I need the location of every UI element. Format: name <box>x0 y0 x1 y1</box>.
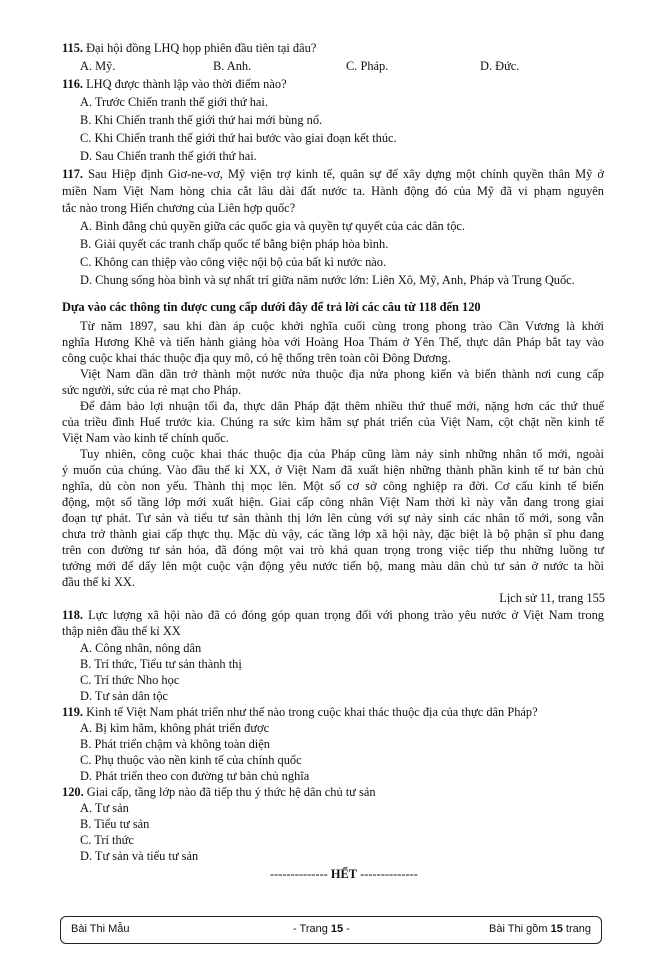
end-dashes-right: -------------- <box>360 867 418 881</box>
passage-line: động, một số tầng lớp mới xuất hiện. Giai cấp công nhân Việt Nam thời kì này vẫn đang trong giai <box>62 495 604 509</box>
option-b: B. Khi Chiến tranh thế giới thứ hai mới bùng nổ. <box>80 113 323 127</box>
option-d: D. Sau Chiến tranh thế giới thứ hai. <box>80 149 257 163</box>
option-c: C. Phụ thuộc vào nền kinh tế của chính quốc <box>80 753 302 767</box>
option-d: D. Đức. <box>480 59 520 73</box>
question-text-line-1: Sau Hiệp định Giơ-ne-vơ, Mỹ viện trợ kinh tế, quân sự để xây dựng một chính quyền thân Mỹ ở <box>88 167 604 181</box>
option-c: C. Không can thiệp vào công việc nội bộ của bất kì nước nào. <box>80 255 387 269</box>
question-text: Kinh tế Việt Nam phát triển như thế nào trong cuộc khai thác thuộc địa của thực dân Pháp? <box>86 705 538 719</box>
passage-line: Việt Nam vào kinh tế chính quốc. <box>62 431 229 445</box>
option-a: A. Bị kìm hãm, không phát triển được <box>80 721 270 735</box>
passage-line: tưởng mới để dấy lên một cuộc vận động yêu nước tiến bộ, mang màu dân chủ tư sản ở nước ta hồi <box>62 559 604 573</box>
question-number: 117. <box>62 167 83 181</box>
question-120 <box>62 784 376 800</box>
question-text: LHQ được thành lập vào thời điểm nào? <box>86 77 287 91</box>
footer-title: Bài Thi Mẫu <box>71 923 130 935</box>
question-119 <box>62 704 538 720</box>
passage-line: sức người, sức của rẻ mạt cho Pháp. <box>62 383 242 397</box>
footer-total-suffix: trang <box>562 923 591 935</box>
question-text-line-2: miền Nam Việt Nam hòng chia cắt lâu dài đất nước ta. Hành động đó của Mỹ đã vi phạm nguyên <box>62 184 604 198</box>
question-text-line-3: tắc nào trong Hiến chương của Liên hợp quốc? <box>62 201 296 215</box>
passage-line: Để đảm bảo lợi nhuận tối đa, thực dân Pháp đặt thêm nhiều thứ thuế mới, nặng hơn các thứ thuế <box>80 399 604 413</box>
option-d: D. Phát triển theo con đường tư bản chủ nghĩa <box>80 769 310 783</box>
option-b: B. Anh. <box>213 59 252 73</box>
footer-page <box>293 923 350 935</box>
end-dashes-left: -------------- <box>270 867 328 881</box>
option-b: B. Giải quyết các tranh chấp quốc tế bằng biện pháp hòa bình. <box>80 237 389 251</box>
question-text-line-2: thập niên đầu thế kỉ XX <box>62 624 181 638</box>
passage-line: chưa trở thành giai cấp thực thụ. Mặc dù vậy, các tầng lớp xã hội này, đặc biệt là bộ phận sĩ phu đang <box>62 527 604 541</box>
passage-line: đầu thế kỉ XX. <box>62 575 135 589</box>
option-b: B. Trí thức, Tiểu tư sản thành thị <box>80 657 242 671</box>
question-number: 118. <box>62 608 83 622</box>
option-d: D. Tư sản dân tộc <box>80 689 169 703</box>
option-d: D. Tư sản và tiểu tư sản <box>80 849 199 863</box>
question-number: 115. <box>62 41 83 55</box>
question-118 <box>62 607 604 623</box>
passage-line: Việt Nam dần dần trở thành một nước nửa thuộc địa nửa phong kiến và biến thành nơi cung cấp <box>80 367 604 381</box>
option-a: A. Mỹ. <box>80 59 116 73</box>
footer-page-number: 15 <box>330 923 344 935</box>
option-a: A. Tư sản <box>80 801 129 815</box>
question-text-line-1: Lực lượng xã hội nào đã có đóng góp quan trọng đối với phong trào yêu nước ở Việt Nam trong <box>88 608 604 622</box>
question-117 <box>62 166 604 182</box>
passage-line: Từ năm 1897, sau khi đàn áp cuộc khởi nghĩa cuối cùng trong phong trào Cần Vương là khởi <box>80 319 604 333</box>
option-c: C. Trí thức Nho học <box>80 673 180 687</box>
passage-line: của triều đình Huế trước kia. Chúng ra sức kìm hãm sự phát triển của Việt Nam, cột chặt nền kinh tế <box>62 415 604 429</box>
passage-line: nghĩa Hương Khê và tiến hành giảng hòa với Hoàng Hoa Thám ở Yên Thế, thực dân Pháp bắt tay vào <box>62 335 604 349</box>
end-marker <box>270 867 418 882</box>
end-label: HẾT <box>330 867 358 881</box>
passage-source: Lịch sử 11, trang 155 <box>499 591 605 605</box>
page-footer <box>60 916 602 944</box>
passage-line: nghĩa, dù còn non yếu. Thành thị mọc lên. Một số cơ sở công nghiệp ra đời. Cơ cấu kinh tế biến <box>62 479 604 493</box>
option-b: B. Phát triển chậm và không toàn diện <box>80 737 270 751</box>
question-text: Đại hội đồng LHQ họp phiên đầu tiên tại đâu? <box>86 41 317 55</box>
passage-line: ý muốn của chúng. Vào đầu thế kỉ XX, ở Việt Nam đã xuất hiện những thành phần kinh tế tư bản chủ <box>62 463 604 477</box>
passage-line: trên con đường tư sản hóa, đã đóng một vai trò khá quan trọng trong việc tiếp thu những luồng tư <box>62 543 604 557</box>
footer-page-suffix: - <box>343 923 350 935</box>
option-a: A. Bình đẳng chủ quyền giữa các quốc gia và quyền tự quyết của các dân tộc. <box>80 219 466 233</box>
footer-total-prefix: Bài Thi gồm <box>489 923 551 935</box>
passage-heading: Dựa vào các thông tin được cung cấp dưới đây để trả lời các câu từ 118 đến 120 <box>62 300 481 314</box>
question-number: 116. <box>62 77 83 91</box>
question-115-options <box>80 58 600 74</box>
footer-total <box>489 923 591 935</box>
footer-page-prefix: - Trang <box>293 923 331 935</box>
question-number: 119. <box>62 705 83 719</box>
option-a: A. Công nhân, nông dân <box>80 641 202 655</box>
passage-line: công cuộc khai thác thuộc địa quy mô, có hệ thống trên toàn cõi Đông Dương. <box>62 351 451 365</box>
passage-line: Tuy nhiên, công cuộc khai thác thuộc địa của Pháp cũng làm nảy sinh những nhân tố mới, ngoài <box>80 447 604 461</box>
option-c: C. Khi Chiến tranh thế giới thứ hai bước vào giai đoạn kết thúc. <box>80 131 397 145</box>
question-number: 120. <box>62 785 84 799</box>
option-b: B. Tiểu tư sản <box>80 817 150 831</box>
footer-total-number: 15 <box>550 923 563 935</box>
question-115 <box>62 40 316 56</box>
passage-line: đoạn tự phát. Tư sản và tiểu tư sản thành thị lớn lên cùng với sự nảy sinh các nhân tố mới, song vẫn <box>62 511 604 525</box>
option-a: A. Trước Chiến tranh thế giới thứ hai. <box>80 95 268 109</box>
option-c: C. Pháp. <box>346 59 389 73</box>
question-text: Giai cấp, tầng lớp nào đã tiếp thu ý thức hệ dân chủ tư sản <box>86 785 376 799</box>
option-d: D. Chung sống hòa bình và sự nhất trí giữa năm nước lớn: Liên Xô, Mỹ, Anh, Pháp và Trung Quốc. <box>80 273 575 287</box>
question-116 <box>62 76 287 92</box>
option-c: C. Trí thức <box>80 833 134 847</box>
